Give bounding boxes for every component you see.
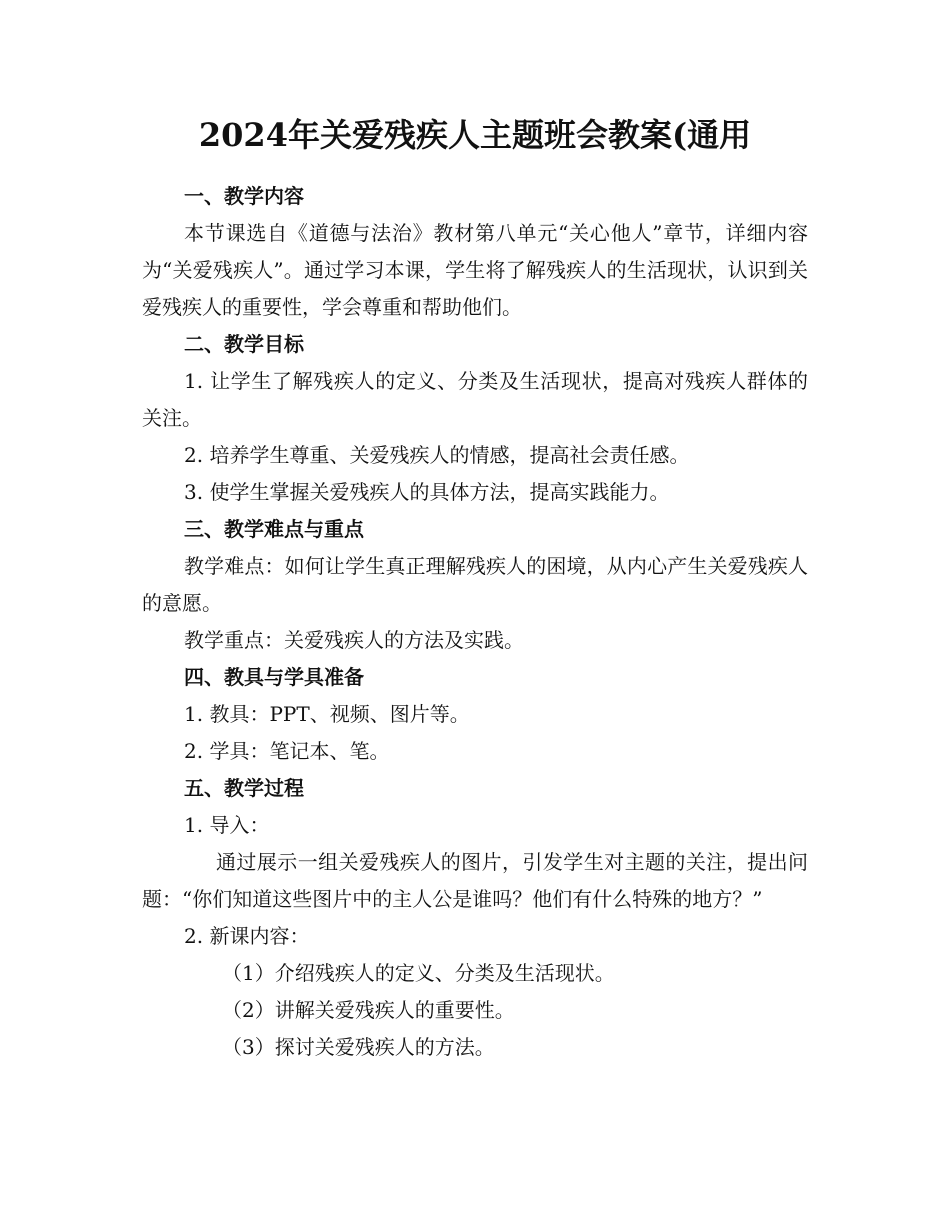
paragraph: 本节课选自《道德与法治》教材第八单元“关心他人”章节，详细内容为“关爱残疾人”。通过学习本课，学生将了解残疾人的生活现状，认识到关爱残疾人的重要性，学会尊重和帮助他们。 — [142, 221, 808, 319]
sub-list-item: （2）讲解关爱残疾人的重要性。 — [222, 998, 515, 1022]
section-heading: 四、教具与学具准备 — [184, 665, 364, 689]
paragraph: 教学重点：关爱残疾人的方法及实践。 — [184, 628, 524, 652]
step-label: 1. 导入： — [184, 813, 270, 837]
list-item: 2. 培养学生尊重、关爱残疾人的情感，提高社会责任感。 — [184, 443, 690, 467]
section-teaching-goals — [142, 326, 808, 511]
section-heading: 二、教学目标 — [184, 332, 304, 356]
section-heading: 五、教学过程 — [184, 776, 304, 800]
section-teaching-process — [142, 770, 808, 1066]
paragraph: 通过展示一组关爱残疾人的图片，引发学生对主题的关注，提出问题：“你们知道这些图片中的主人公是谁吗？他们有什么特殊的地方？” — [142, 850, 808, 911]
section-teaching-content — [142, 178, 808, 326]
list-item: 2. 学具：笔记本、笔。 — [184, 739, 390, 763]
list-item: 1. 教具：PPT、视频、图片等。 — [184, 702, 470, 726]
list-item: 3. 使学生掌握关爱残疾人的具体方法，提高实践能力。 — [184, 480, 670, 504]
step-label: 2. 新课内容： — [184, 924, 310, 948]
paragraph: 教学难点：如何让学生真正理解残疾人的困境，从内心产生关爱残疾人的意愿。 — [142, 554, 808, 615]
document-title: 2024年关爱残疾人主题班会教案(通用 — [198, 116, 752, 154]
section-heading: 三、教学难点与重点 — [184, 517, 364, 541]
section-teaching-materials — [142, 659, 808, 770]
section-heading: 一、教学内容 — [184, 184, 304, 208]
section-difficulties-and-focus — [142, 511, 808, 659]
sub-list-item: （3）探讨关爱残疾人的方法。 — [222, 1035, 495, 1059]
sub-list-item: （1）介绍残疾人的定义、分类及生活现状。 — [222, 961, 615, 985]
list-item: 1. 让学生了解残疾人的定义、分类及生活现状，提高对残疾人群体的关注。 — [142, 369, 808, 430]
